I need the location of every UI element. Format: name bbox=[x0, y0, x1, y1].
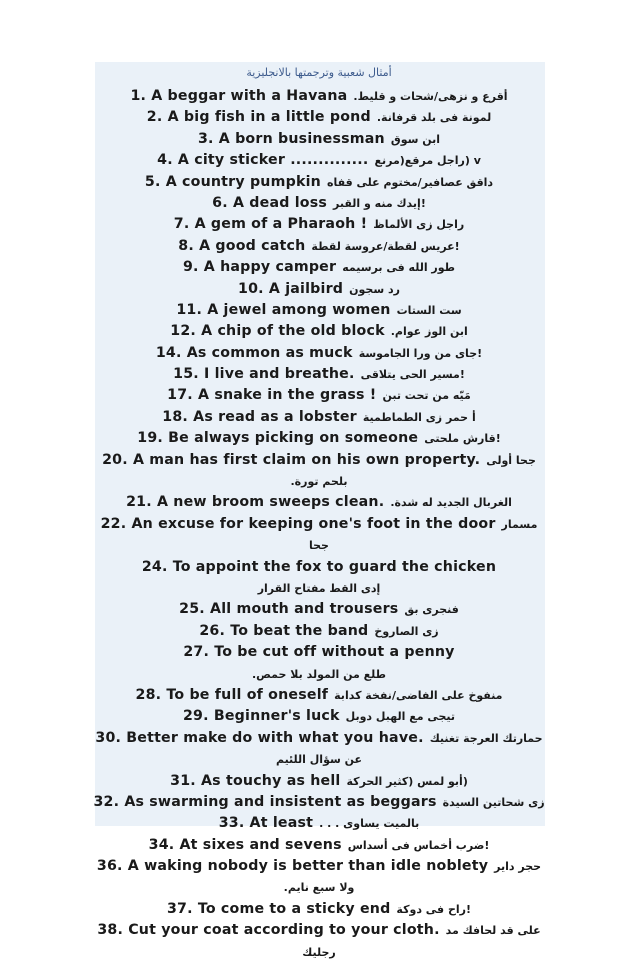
arabic-proverb: منفوخ على الفاضى/نفخة كدابة bbox=[334, 688, 503, 702]
arabic-proverb: لمونة فى بلد قرفانة. bbox=[376, 111, 492, 125]
proverb-continuation bbox=[0, 940, 638, 961]
proverb-entry bbox=[0, 918, 638, 961]
proverb-entry bbox=[0, 341, 638, 362]
arabic-proverb-continued: رجليك bbox=[302, 945, 336, 959]
proverb-line bbox=[0, 897, 638, 918]
proverb-entry bbox=[0, 726, 638, 769]
english-proverb: 22. An excuse for keeping one's foot in the door bbox=[100, 515, 496, 532]
arabic-proverb: !إيدك منه و القبر bbox=[333, 196, 426, 210]
english-proverb: 15. I live and breathe. bbox=[173, 366, 355, 383]
arabic-proverb: داقق عصافير/مختوم على قفاه bbox=[326, 175, 494, 189]
english-proverb: 30. Better make do with what you have. bbox=[95, 729, 424, 746]
english-proverb: 33. At least bbox=[218, 815, 314, 832]
proverb-entry bbox=[0, 426, 638, 447]
proverb-entry bbox=[0, 683, 638, 704]
english-proverb: 26. To beat the band bbox=[199, 622, 369, 639]
english-proverb: 1. A beggar with a Havana bbox=[130, 88, 348, 104]
proverb-continuation bbox=[0, 662, 638, 683]
proverb-entry bbox=[0, 448, 638, 491]
proverbs-list bbox=[0, 84, 638, 961]
proverb-continuation bbox=[0, 533, 638, 554]
arabic-proverb: على قد لحافك مد bbox=[445, 924, 541, 938]
arabic-proverb: !جاى من ورا الجاموسة bbox=[358, 346, 483, 360]
proverb-line bbox=[0, 170, 638, 191]
proverb-entry bbox=[0, 383, 638, 404]
proverb-entry bbox=[0, 255, 638, 276]
arabic-proverb: جحا أولى bbox=[486, 453, 536, 467]
proverb-line bbox=[0, 918, 638, 939]
english-proverb: 27. To be cut off without a penny bbox=[183, 644, 455, 661]
proverb-line bbox=[0, 212, 638, 233]
proverb-line bbox=[0, 619, 638, 640]
proverb-entry bbox=[0, 833, 638, 854]
proverb-entry bbox=[0, 490, 638, 511]
proverb-line bbox=[0, 854, 638, 875]
english-proverb: 34. At sixes and sevens bbox=[148, 836, 342, 853]
proverb-line bbox=[0, 448, 638, 469]
arabic-proverb-continued: ولا سبع نايم. bbox=[283, 881, 355, 895]
proverb-entry bbox=[0, 170, 638, 191]
english-proverb: 36. A waking nobody is better than idle noblety bbox=[96, 858, 489, 875]
proverb-line bbox=[0, 148, 638, 169]
proverb-entry bbox=[0, 319, 638, 340]
english-proverb: 38. Cut your coat according to your cloth. bbox=[97, 922, 440, 939]
proverb-entry bbox=[0, 790, 638, 811]
english-proverb: 20. A man has first claim on his own property. bbox=[102, 451, 481, 468]
english-proverb: 12. A chip of the old block bbox=[170, 323, 385, 340]
arabic-proverb: الغربال الجديد له شدة. bbox=[390, 496, 512, 510]
english-proverb: 25. All mouth and trousers bbox=[179, 601, 399, 618]
proverb-line bbox=[0, 426, 638, 447]
arabic-proverb: زى شحاتين السيدة bbox=[442, 795, 545, 809]
english-proverb: 17. A snake in the grass ! bbox=[167, 387, 377, 404]
english-proverb: 8. A good catch bbox=[178, 237, 306, 254]
arabic-proverb: (أبو لمس (كثير الحركة bbox=[346, 774, 468, 788]
proverb-line bbox=[0, 726, 638, 747]
proverb-entry bbox=[0, 362, 638, 383]
arabic-proverb: ست الستات bbox=[396, 303, 462, 317]
proverb-entry bbox=[0, 212, 638, 233]
arabic-proverb: !عريس لقطة/عروسة لقطة bbox=[311, 239, 460, 253]
english-proverb: 37. To come to a sticky end bbox=[166, 900, 391, 917]
proverb-entry bbox=[0, 105, 638, 126]
arabic-proverb: !قارش ملحتى bbox=[424, 432, 501, 446]
english-proverb: 9. A happy camper bbox=[182, 259, 337, 276]
proverb-line bbox=[0, 683, 638, 704]
proverb-entry bbox=[0, 555, 638, 598]
proverb-line bbox=[0, 255, 638, 276]
proverb-entry bbox=[0, 148, 638, 169]
arabic-proverb: أقرع و نزهى/شحات و قليط. bbox=[353, 90, 508, 103]
proverb-continuation bbox=[0, 469, 638, 490]
proverb-line bbox=[0, 640, 638, 661]
arabic-proverb-continued: جحا bbox=[309, 539, 329, 553]
arabic-proverb: أ حمر زى الطماطمية bbox=[362, 410, 476, 424]
proverb-line bbox=[0, 319, 638, 340]
proverb-entry bbox=[0, 640, 638, 683]
arabic-proverb: زى الصاروخ bbox=[374, 624, 439, 638]
arabic-proverb: حمارتك العرجة تغنيك bbox=[429, 731, 543, 745]
english-proverb: 19. Be always picking on someone bbox=[137, 430, 419, 447]
proverb-line bbox=[0, 490, 638, 511]
arabic-proverb-continued: إدى القط مفتاح القرار bbox=[257, 581, 381, 595]
proverb-line bbox=[0, 790, 638, 811]
proverb-line bbox=[0, 84, 638, 105]
arabic-proverb: مَيّه من تحت تبن bbox=[382, 389, 471, 403]
proverb-entry bbox=[0, 191, 638, 212]
proverb-entry bbox=[0, 277, 638, 298]
proverb-line bbox=[0, 234, 638, 255]
english-proverb: 3. A born businessman bbox=[197, 130, 385, 147]
arabic-proverb: فنجرى بق bbox=[404, 603, 459, 617]
proverb-line bbox=[0, 833, 638, 854]
english-proverb: 18. As read as a lobster bbox=[162, 408, 357, 425]
page-title: أمثال شعبية وترجمتها بالانجليزية bbox=[246, 66, 392, 79]
proverb-line bbox=[0, 597, 638, 618]
english-proverb: 29. Beginner's luck bbox=[182, 708, 340, 725]
arabic-proverb: !راح فى دوكة bbox=[396, 902, 472, 916]
arabic-proverb: v (راجل مرقع(مرنع bbox=[374, 154, 481, 168]
arabic-proverb: حجر داير bbox=[494, 860, 542, 874]
arabic-proverb: راجل زى الألماظ bbox=[373, 218, 465, 232]
proverb-line bbox=[0, 769, 638, 790]
arabic-proverb: !ضرب أخماس فى أسداس bbox=[347, 838, 490, 852]
arabic-proverb-continued: طلع من المولد بلا حمص. bbox=[251, 667, 387, 681]
arabic-proverb: طور الله فى برسيمه bbox=[342, 261, 456, 275]
english-proverb: 32. As swarming and insistent as beggars bbox=[93, 793, 437, 810]
proverb-entry bbox=[0, 298, 638, 319]
english-proverb: 21. A new broom sweeps clean. bbox=[126, 494, 385, 511]
proverb-line bbox=[0, 383, 638, 404]
proverbs-document bbox=[0, 62, 638, 961]
proverb-entry bbox=[0, 704, 638, 725]
english-proverb: 2. A big fish in a little pond bbox=[146, 109, 371, 126]
english-proverb: 31. As touchy as hell bbox=[170, 772, 341, 789]
proverb-line bbox=[0, 512, 638, 533]
arabic-proverb: تيجى مع الهبل دوبل bbox=[345, 710, 456, 724]
arabic-proverb: مسمار bbox=[501, 517, 538, 531]
arabic-proverb-continued: بلحم تورة. bbox=[290, 475, 348, 489]
arabic-proverb: ابن سوق bbox=[390, 132, 441, 146]
arabic-proverb-continued: عن سؤال اللئيم bbox=[275, 753, 363, 767]
english-proverb: 14. As common as muck bbox=[155, 344, 353, 361]
proverb-entry bbox=[0, 854, 638, 897]
english-proverb: 6. A dead loss bbox=[212, 194, 328, 211]
proverb-entry bbox=[0, 512, 638, 555]
english-proverb: 7. A gem of a Pharaoh ! bbox=[173, 216, 368, 233]
proverb-line bbox=[0, 341, 638, 362]
proverb-continuation bbox=[0, 576, 638, 597]
proverb-line bbox=[0, 704, 638, 725]
proverb-line bbox=[0, 127, 638, 148]
proverb-line bbox=[0, 105, 638, 126]
proverb-line bbox=[0, 362, 638, 383]
proverb-entry bbox=[0, 897, 638, 918]
proverb-entry bbox=[0, 619, 638, 640]
proverb-entry bbox=[0, 405, 638, 426]
english-proverb: 28. To be full of oneself bbox=[135, 686, 329, 703]
proverb-line bbox=[0, 555, 638, 576]
proverb-entry bbox=[0, 769, 638, 790]
proverb-continuation bbox=[0, 747, 638, 768]
proverb-continuation bbox=[0, 875, 638, 896]
arabic-proverb: رد سجون bbox=[349, 282, 400, 296]
english-proverb: 4. A city sticker .............. bbox=[157, 152, 369, 169]
proverb-entry bbox=[0, 84, 638, 105]
english-proverb: 10. A jailbird bbox=[238, 280, 344, 297]
proverb-line bbox=[0, 277, 638, 298]
proverb-line bbox=[0, 298, 638, 319]
proverb-line bbox=[0, 811, 638, 832]
proverb-entry bbox=[0, 811, 638, 832]
proverb-line bbox=[0, 191, 638, 212]
english-proverb: 5. A country pumpkin bbox=[144, 173, 321, 190]
english-proverb: 24. To appoint the fox to guard the chicken bbox=[141, 558, 497, 575]
arabic-proverb: !مسير الحى يتلاقى bbox=[360, 368, 465, 382]
english-proverb: 11. A jewel among women bbox=[176, 301, 391, 318]
proverb-entry bbox=[0, 127, 638, 148]
proverb-entry bbox=[0, 234, 638, 255]
arabic-proverb: ابن الوز عوام. bbox=[390, 325, 468, 339]
proverb-entry bbox=[0, 597, 638, 618]
proverb-line bbox=[0, 405, 638, 426]
arabic-proverb: بالميت يساوى . . . bbox=[319, 817, 420, 831]
